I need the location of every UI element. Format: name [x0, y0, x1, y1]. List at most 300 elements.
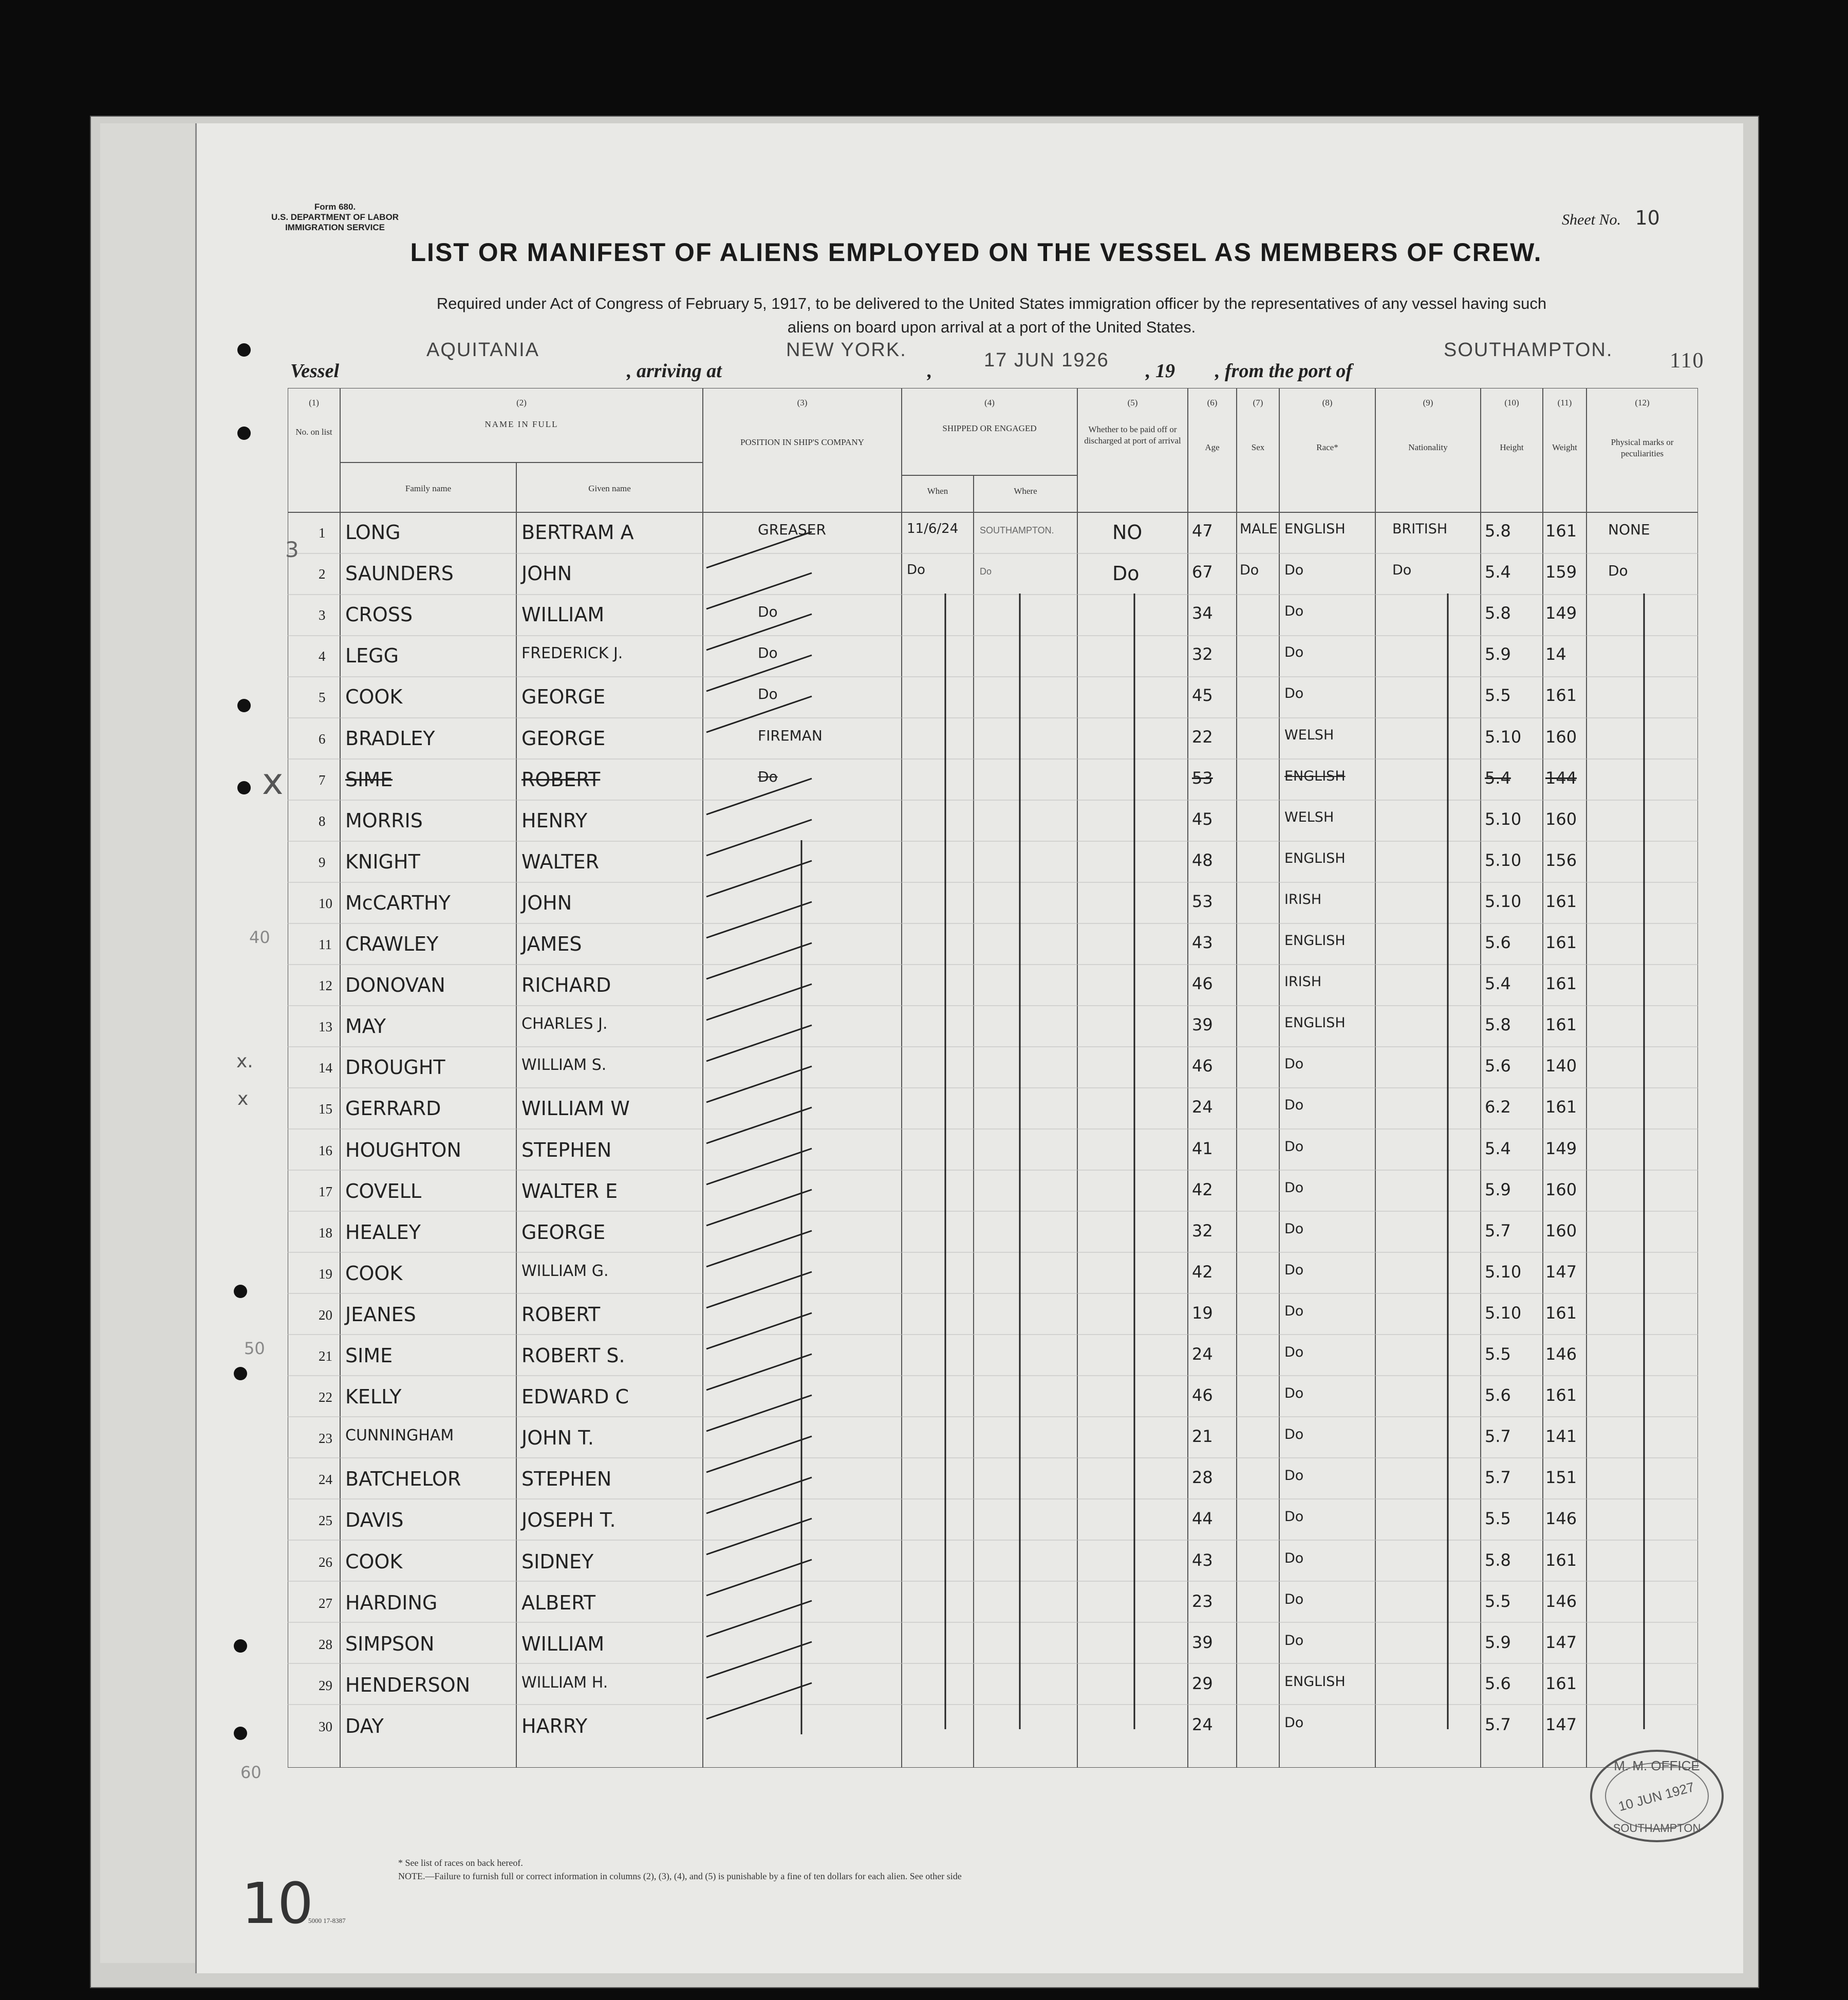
cell-family: CROSS	[345, 603, 413, 626]
cell-no: 30	[319, 1718, 332, 1734]
requirement-line-2: aliens on board upon arrival at a port of the United States.	[787, 318, 1196, 336]
cell-weight: 160	[1545, 1220, 1577, 1240]
margin-x-mark: x	[237, 1088, 249, 1109]
cell-position: Do	[758, 644, 778, 662]
cell-weight: 160	[1545, 1179, 1577, 1199]
cell-family: HENDERSON	[345, 1673, 471, 1696]
margin-count-note: 60	[240, 1763, 262, 1782]
cell-weight: 149	[1545, 603, 1577, 623]
cell-age: 24	[1192, 1344, 1213, 1364]
cell-weight: 160	[1545, 727, 1577, 747]
cell-given: GEORGE	[521, 727, 606, 750]
cell-no: 2	[319, 566, 326, 582]
table-row	[288, 678, 1698, 719]
punch-hole	[237, 343, 251, 357]
cell-height: 5.5	[1485, 1344, 1511, 1364]
vessel-line	[288, 339, 1726, 385]
cell-family: CRAWLEY	[345, 933, 439, 955]
cell-no: 16	[319, 1142, 332, 1158]
punch-hole	[234, 1367, 247, 1380]
sheet-label: Sheet No.	[1562, 211, 1621, 228]
cell-family: CUNNINGHAM	[345, 1427, 454, 1445]
cell-height: 5.10	[1485, 1303, 1522, 1323]
cell-race: Do	[1284, 603, 1304, 620]
cell-height: 5.6	[1485, 1385, 1511, 1405]
cell-no: 23	[319, 1431, 332, 1447]
cell-height: 5.10	[1485, 891, 1522, 911]
cell-given: GEORGE	[521, 686, 606, 709]
comma: ,	[927, 360, 932, 382]
table-row	[288, 1255, 1698, 1296]
col-header-no	[288, 397, 340, 438]
table-row	[288, 1008, 1698, 1049]
punch-hole	[237, 699, 251, 712]
cell-given: WALTER	[521, 850, 600, 873]
col-header-where: Where	[1014, 486, 1037, 496]
cell-race: Do	[1284, 644, 1304, 661]
table-row	[288, 1173, 1698, 1214]
cell-no: 17	[319, 1183, 332, 1199]
cell-family: McCARTHY	[345, 891, 451, 914]
cell-family: LONG	[345, 521, 401, 544]
cell-weight: 146	[1545, 1591, 1577, 1611]
table-row	[288, 1419, 1698, 1460]
sheet-number-value: 10	[1635, 207, 1660, 229]
cell-position: GREASER	[758, 521, 826, 538]
departure-port: SOUTHAMPTON.	[1444, 339, 1613, 361]
cell-race: Do	[1284, 1056, 1304, 1072]
cell-when: 11/6/24	[907, 521, 959, 536]
col-number: (9)	[1423, 398, 1433, 408]
cell-height: 5.6	[1485, 1673, 1511, 1693]
table-row	[288, 1090, 1698, 1131]
table-row	[288, 1625, 1698, 1666]
cell-given: WILLIAM H.	[521, 1673, 608, 1692]
cell-no: 29	[319, 1677, 332, 1693]
cell-race: ENGLISH	[1284, 933, 1346, 949]
table-row	[288, 1543, 1698, 1584]
cell-weight: 146	[1545, 1344, 1577, 1364]
cell-height: 5.8	[1485, 1015, 1511, 1035]
cell-weight: 160	[1545, 809, 1577, 829]
cell-weight: 161	[1545, 1097, 1577, 1117]
cell-family: DONOVAN	[345, 974, 445, 997]
cell-given: STEPHEN	[521, 1138, 612, 1161]
cell-race: Do	[1284, 1303, 1304, 1319]
underlying-page	[100, 123, 203, 1963]
col-number: (4)	[984, 398, 995, 408]
cell-no: 28	[319, 1636, 332, 1652]
cell-age: 23	[1192, 1591, 1213, 1611]
cell-family: DROUGHT	[345, 1056, 445, 1079]
cell-age: 42	[1192, 1262, 1213, 1282]
cell-race: Do	[1284, 1179, 1304, 1196]
cell-race: Do	[1284, 686, 1304, 702]
cell-no: 15	[319, 1101, 332, 1117]
cell-family: SIME	[345, 1344, 393, 1367]
cell-given: BERTRAM A	[521, 521, 634, 544]
cell-given: EDWARD C	[521, 1385, 629, 1409]
cell-race: Do	[1284, 1220, 1304, 1237]
cell-race: Do	[1284, 1427, 1304, 1443]
col-header-weight	[1543, 397, 1586, 453]
cell-no: 24	[319, 1472, 332, 1488]
cell-no: 6	[319, 731, 326, 747]
table-row	[288, 720, 1698, 761]
cell-height: 5.10	[1485, 850, 1522, 870]
cell-race: Do	[1284, 1632, 1304, 1649]
cell-family: SIMPSON	[345, 1632, 435, 1655]
cell-sex: MALE	[1240, 521, 1278, 537]
cell-race: Do	[1284, 1385, 1304, 1402]
cell-weight: 161	[1545, 891, 1577, 911]
service-name: IMMIGRATION SERVICE	[285, 223, 385, 232]
cell-age: 24	[1192, 1714, 1213, 1734]
cell-no: 14	[319, 1060, 332, 1076]
col-number: (2)	[516, 398, 527, 408]
table-row	[288, 596, 1698, 637]
cell-given: HARRY	[521, 1714, 588, 1737]
cell-height: 5.8	[1485, 521, 1511, 541]
cell-height: 5.4	[1485, 1138, 1511, 1158]
cell-weight: 161	[1545, 1385, 1577, 1405]
punch-hole	[237, 427, 251, 440]
cell-nationality: Do	[1392, 562, 1412, 579]
margin-x-mark: x	[262, 761, 284, 803]
cell-given: SIDNEY	[521, 1550, 594, 1573]
cell-race: IRISH	[1284, 974, 1322, 990]
seal-date-text: 10 JUN 1927	[1616, 1779, 1696, 1814]
margin-count-note: 40	[249, 928, 270, 947]
cell-family: SIME	[345, 768, 393, 791]
cell-marks: Do	[1608, 562, 1628, 580]
col-label: Physical marks or peculiarities	[1611, 437, 1674, 458]
cell-given: WILLIAM	[521, 1632, 605, 1655]
col-header-when: When	[927, 486, 948, 496]
cell-weight: 161	[1545, 521, 1577, 541]
cell-age: 46	[1192, 974, 1213, 994]
cell-height: 5.5	[1485, 1509, 1511, 1529]
cell-family: GERRARD	[345, 1097, 441, 1120]
table-row	[288, 802, 1698, 843]
requirement-line-1: Required under Act of Congress of February 5, 1917, to be delivered to the United States immigration officer by the representatives of any vessel having such	[436, 294, 1547, 312]
arriving-label: , arriving at	[627, 360, 722, 382]
col-label: Height	[1500, 442, 1524, 452]
cell-position: Do	[758, 686, 778, 703]
cell-family: MAY	[345, 1015, 386, 1038]
col-number: (8)	[1322, 398, 1333, 408]
cell-race: ENGLISH	[1284, 768, 1346, 784]
cell-family: HARDING	[345, 1591, 438, 1614]
cell-age: 47	[1192, 521, 1213, 541]
table-row	[288, 1049, 1698, 1090]
cell-weight: 151	[1545, 1468, 1577, 1488]
col-header-age	[1188, 397, 1237, 453]
cell-family: COOK	[345, 1262, 403, 1285]
cell-race: Do	[1284, 1509, 1304, 1525]
cell-no: 22	[319, 1390, 332, 1405]
cell-given: ROBERT	[521, 768, 601, 791]
cell-given: JOHN	[521, 891, 572, 914]
cell-race: ENGLISH	[1284, 1015, 1346, 1031]
col-label: POSITION IN SHIP'S COMPANY	[740, 437, 864, 447]
cell-weight: 147	[1545, 1262, 1577, 1282]
cell-age: 32	[1192, 1220, 1213, 1240]
cell-height: 5.6	[1485, 1056, 1511, 1076]
cell-height: 5.10	[1485, 1262, 1522, 1282]
cell-age: 45	[1192, 809, 1213, 829]
col-label: Nationality	[1408, 442, 1448, 452]
cell-family: DAVIS	[345, 1509, 404, 1532]
cell-given: WILLIAM G.	[521, 1262, 609, 1280]
cell-race: IRISH	[1284, 891, 1322, 908]
cell-no: 10	[319, 895, 332, 911]
cell-no: 21	[319, 1348, 332, 1364]
cell-race: Do	[1284, 1262, 1304, 1278]
table-row	[288, 514, 1698, 555]
cell-position: FIREMAN	[758, 727, 823, 744]
table-row	[288, 925, 1698, 967]
col-header-given-name: Given name	[588, 484, 631, 493]
col-label: Age	[1205, 442, 1220, 452]
cell-age: 29	[1192, 1673, 1213, 1693]
cell-height: 5.6	[1485, 933, 1511, 952]
cell-age: 39	[1192, 1632, 1213, 1652]
form-number: Form 680.	[314, 202, 356, 212]
cell-given: FREDERICK J.	[521, 644, 623, 663]
printer-mark: 5000 17-8387	[308, 1917, 346, 1924]
cell-family: COOK	[345, 1550, 403, 1573]
seal-top-text: M. M. OFFICE	[1614, 1758, 1700, 1773]
cell-family: DAY	[345, 1714, 384, 1737]
cell-weight: 161	[1545, 1015, 1577, 1035]
cell-given: ROBERT	[521, 1303, 601, 1326]
cell-height: 5.5	[1485, 1591, 1511, 1611]
cell-no: 18	[319, 1225, 332, 1240]
col-label: Whether to be paid off or discharged at port of arrival	[1084, 424, 1181, 446]
cell-given: RICHARD	[521, 974, 611, 997]
table-row	[288, 1502, 1698, 1543]
cell-family: MORRIS	[345, 809, 423, 832]
cell-age: 43	[1192, 1550, 1213, 1570]
cell-paid: NO	[1112, 521, 1143, 544]
cell-weight: 147	[1545, 1632, 1577, 1652]
cell-weight: 156	[1545, 850, 1577, 870]
col-number: (3)	[797, 398, 808, 408]
punch-hole	[234, 1639, 247, 1653]
cell-no: 1	[319, 525, 326, 541]
from-label: , from the port of	[1215, 360, 1353, 382]
cell-given: WALTER E	[521, 1179, 618, 1202]
cell-where: SOUTHAMPTON.	[980, 525, 1054, 535]
table-row	[288, 1708, 1698, 1749]
cell-weight: 146	[1545, 1509, 1577, 1529]
cell-height: 5.10	[1485, 727, 1522, 747]
cell-race: Do	[1284, 1138, 1304, 1155]
cell-height: 5.8	[1485, 603, 1511, 623]
table-row	[288, 1666, 1698, 1708]
cell-no: 13	[319, 1019, 332, 1035]
cell-weight: 144	[1545, 768, 1577, 788]
col-label: No. on list	[295, 427, 332, 437]
cell-weight: 161	[1545, 1303, 1577, 1323]
cell-given: WILLIAM S.	[521, 1056, 607, 1075]
cell-height: 5.4	[1485, 562, 1511, 582]
cell-family: KELLY	[345, 1385, 402, 1409]
col-header-shipped	[902, 397, 1077, 434]
seal-bottom-text: SOUTHAMPTON	[1613, 1822, 1701, 1835]
cell-age: 42	[1192, 1179, 1213, 1199]
cell-given: WILLIAM W	[521, 1097, 630, 1120]
cell-height: 5.9	[1485, 1632, 1511, 1652]
cell-age: 19	[1192, 1303, 1213, 1323]
cell-age: 45	[1192, 686, 1213, 706]
cell-no: 4	[319, 649, 326, 664]
col-label: Race*	[1316, 442, 1338, 452]
cell-race: Do	[1284, 1468, 1304, 1484]
manifest-table	[288, 388, 1698, 1768]
cell-age: 22	[1192, 727, 1213, 747]
cell-height: 5.7	[1485, 1714, 1511, 1734]
table-row	[288, 1584, 1698, 1625]
col-label: SHIPPED OR ENGAGED	[942, 423, 1037, 433]
cell-no: 25	[319, 1513, 332, 1529]
cell-weight: 14	[1545, 644, 1566, 664]
cell-paid: Do	[1112, 562, 1140, 585]
margin-x-mark: x.	[236, 1051, 253, 1072]
table-row	[288, 1378, 1698, 1419]
cell-age: 21	[1192, 1427, 1213, 1447]
cell-age: 43	[1192, 933, 1213, 952]
cell-given: STEPHEN	[521, 1468, 612, 1491]
year-label: , 19	[1146, 360, 1175, 382]
margin-count-note: 3	[285, 537, 299, 562]
cell-weight: 161	[1545, 1673, 1577, 1693]
cell-family: KNIGHT	[345, 850, 420, 873]
col-header-race	[1279, 397, 1375, 453]
cell-family: HEALEY	[345, 1220, 421, 1244]
cell-age: 24	[1192, 1097, 1213, 1117]
cell-age: 53	[1192, 891, 1213, 911]
cell-race: Do	[1284, 1550, 1304, 1566]
col-header-marks	[1586, 397, 1698, 459]
col-number: (10)	[1504, 398, 1519, 408]
cell-nationality: BRITISH	[1392, 521, 1448, 537]
cell-height: 5.7	[1485, 1427, 1511, 1447]
cell-height: 5.4	[1485, 768, 1511, 788]
cell-family: COOK	[345, 686, 403, 709]
cell-weight: 140	[1545, 1056, 1577, 1076]
cell-no: 11	[319, 937, 332, 952]
cell-no: 20	[319, 1307, 332, 1323]
cell-weight: 159	[1545, 562, 1577, 582]
col-header-name	[340, 397, 703, 430]
margin-count-note: 50	[244, 1339, 265, 1358]
cell-race: ENGLISH	[1284, 521, 1346, 537]
cell-given: WILLIAM	[521, 603, 605, 626]
cell-sex: Do	[1240, 562, 1259, 579]
cell-family: JEANES	[345, 1303, 416, 1326]
cell-family: BRADLEY	[345, 727, 435, 750]
punch-hole	[234, 1727, 247, 1740]
cell-no: 8	[319, 813, 326, 829]
department-name: U.S. DEPARTMENT OF LABOR	[271, 212, 399, 222]
table-row	[288, 967, 1698, 1008]
cell-where: Do	[980, 566, 992, 577]
table-row	[288, 555, 1698, 596]
col-number: (5)	[1127, 398, 1138, 408]
cell-age: 48	[1192, 850, 1213, 870]
form-id-block	[271, 202, 399, 233]
col-number: (11)	[1557, 398, 1572, 408]
cell-no: 9	[319, 854, 326, 870]
cell-race: WELSH	[1284, 727, 1334, 743]
cell-weight: 141	[1545, 1427, 1577, 1447]
punch-hole	[237, 781, 251, 794]
cell-no: 3	[319, 607, 326, 623]
cell-family: HOUGHTON	[345, 1138, 461, 1161]
punch-hole	[234, 1285, 247, 1298]
table-row	[288, 884, 1698, 925]
col-header-nationality	[1375, 397, 1481, 453]
cell-position: Do	[758, 603, 778, 621]
cell-race: ENGLISH	[1284, 850, 1346, 866]
cell-race: WELSH	[1284, 809, 1334, 825]
cell-no: 5	[319, 690, 326, 706]
col-header-sex	[1237, 397, 1279, 453]
office-seal	[1588, 1747, 1726, 1845]
cell-race: Do	[1284, 1591, 1304, 1607]
cell-weight: 161	[1545, 1550, 1577, 1570]
cell-weight: 147	[1545, 1714, 1577, 1734]
cell-height: 5.10	[1485, 809, 1522, 829]
table-row	[288, 1132, 1698, 1173]
arrival-port: NEW YORK.	[786, 339, 907, 361]
cell-height: 5.9	[1485, 644, 1511, 664]
cell-age: 46	[1192, 1385, 1213, 1405]
col-label: Sex	[1251, 442, 1265, 452]
col-header-paid-off	[1077, 397, 1188, 447]
cell-given: HENRY	[521, 809, 588, 832]
cell-race: Do	[1284, 562, 1304, 579]
cell-race: ENGLISH	[1284, 1673, 1346, 1690]
table-row	[288, 1460, 1698, 1502]
cell-height: 5.8	[1485, 1550, 1511, 1570]
col-number: (12)	[1635, 398, 1650, 408]
manifest-title: LIST OR MANIFEST OF ALIENS EMPLOYED ON THE VESSEL AS MEMBERS OF CREW.	[410, 238, 1542, 267]
cell-age: 53	[1192, 768, 1213, 788]
table-row	[288, 761, 1698, 802]
cell-race: Do	[1284, 1097, 1304, 1114]
cell-height: 6.2	[1485, 1097, 1511, 1117]
cell-age: 28	[1192, 1468, 1213, 1488]
col-header-family-name: Family name	[405, 484, 452, 493]
cell-height: 5.7	[1485, 1220, 1511, 1240]
cell-height: 5.5	[1485, 686, 1511, 706]
cell-no: 12	[319, 978, 332, 994]
cell-height: 5.4	[1485, 974, 1511, 994]
footnote-penalty: NOTE.—Failure to furnish full or correct information in columns (2), (3), (4), and (5) is punishable by a fine of ten dollars for each alien. See other side	[398, 1871, 962, 1881]
sheet-number	[1562, 207, 1660, 229]
cell-age: 67	[1192, 562, 1213, 582]
cell-no: 19	[319, 1266, 332, 1282]
footnote-races: * See list of races on back hereof.	[398, 1858, 523, 1868]
cell-given: ROBERT S.	[521, 1344, 625, 1367]
cell-given: GEORGE	[521, 1220, 606, 1244]
cell-age: 44	[1192, 1509, 1213, 1529]
arrival-date-stamp: 17 JUN 1926	[984, 349, 1109, 371]
cell-age: 32	[1192, 644, 1213, 664]
